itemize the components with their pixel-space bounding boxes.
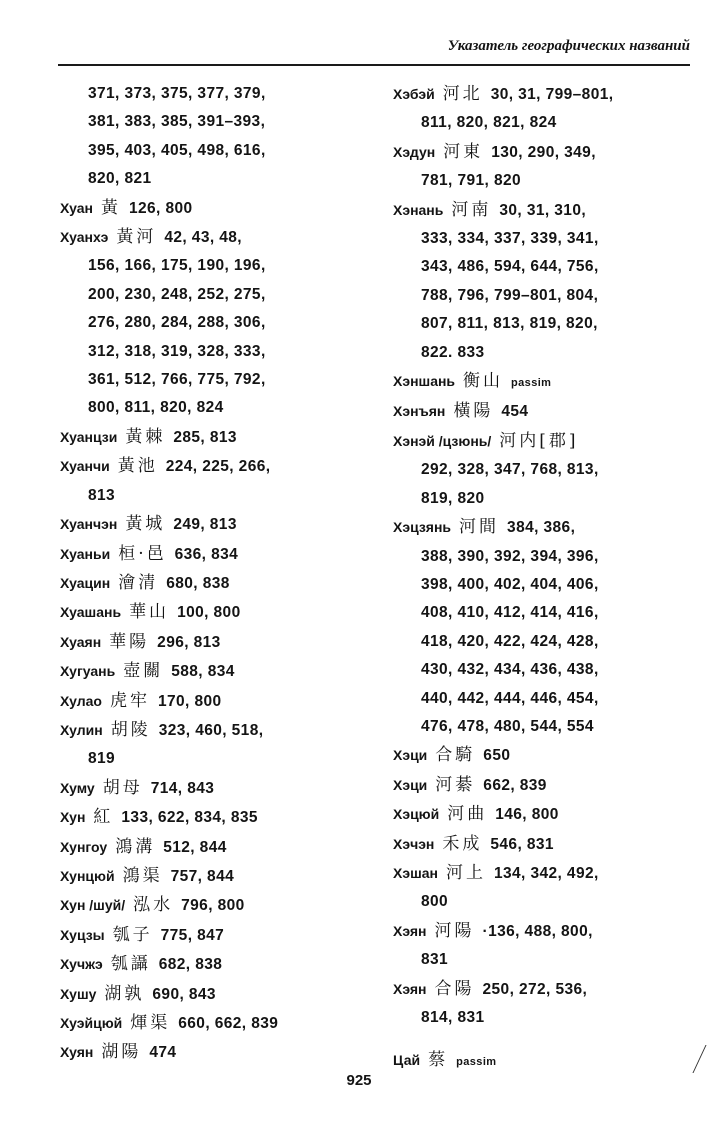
- entry-pages: 408, 410, 412, 414, 416,: [421, 604, 599, 622]
- entry-characters: 河南: [451, 199, 492, 220]
- index-entry: [60, 598, 366, 627]
- index-entry: [393, 138, 703, 196]
- entry-line: [60, 223, 366, 252]
- entry-line: [60, 774, 366, 803]
- entry-line: [60, 165, 366, 193]
- entry-line: [60, 628, 366, 657]
- index-entry: [60, 980, 366, 1009]
- index-column-left: [60, 80, 366, 1068]
- entry-pages: 42, 43, 48,: [164, 229, 242, 247]
- entry-line: [393, 571, 703, 599]
- entry-characters: 胡母: [102, 777, 143, 798]
- entry-term: Хуанчи: [60, 458, 110, 475]
- entry-pages: 323, 460, 518,: [158, 721, 264, 739]
- entry-term: Хуашань: [60, 604, 122, 621]
- entry-term: Хуан: [60, 199, 93, 216]
- entry-line: [393, 397, 703, 426]
- entry-term: Хэнъян: [393, 403, 446, 420]
- entry-line: [60, 482, 366, 510]
- running-header: Указатель географических названий: [447, 38, 690, 54]
- entry-pages: 636, 834: [174, 545, 239, 563]
- entry-characters: 華山: [129, 602, 170, 623]
- entry-characters: 澮清: [118, 572, 159, 593]
- entry-line: [393, 253, 703, 281]
- entry-pages: 819: [88, 750, 116, 768]
- entry-term: Хэци: [393, 776, 428, 793]
- entry-line: [393, 599, 703, 627]
- entry-pages: 800: [421, 893, 449, 911]
- index-entry: [60, 510, 366, 539]
- index-entry: [60, 80, 366, 194]
- entry-line: [60, 366, 366, 394]
- entry-pages: 660, 662, 839: [178, 1015, 279, 1032]
- entry-line: [393, 628, 703, 656]
- entry-pages: 811, 820, 821, 824: [421, 114, 557, 132]
- index-entry: [393, 917, 703, 975]
- entry-characters: 合騎: [435, 745, 476, 766]
- entry-line: [60, 252, 366, 280]
- index-entry: [60, 862, 366, 891]
- entry-pages: 388, 390, 392, 394, 396,: [421, 547, 599, 565]
- entry-term: Хуанчэн: [60, 516, 118, 533]
- entry-passim: passim: [456, 1056, 497, 1069]
- entry-characters: 華陽: [109, 631, 150, 652]
- entry-characters: 壺關: [123, 661, 164, 682]
- entry-line: [393, 196, 703, 225]
- index-entry: [393, 367, 703, 397]
- index-entry: [393, 513, 703, 741]
- entry-characters: 湖陽: [101, 1042, 142, 1063]
- entry-pages: 781, 791, 820: [421, 172, 522, 190]
- entry-pages: 662, 839: [483, 776, 547, 794]
- entry-pages: 133, 622, 834, 835: [121, 809, 258, 827]
- entry-pages: 200, 230, 248, 252, 275,: [88, 285, 266, 303]
- index-entry: [60, 628, 366, 657]
- index-entry: [393, 830, 703, 859]
- entry-pages: 30, 31, 799–801,: [490, 86, 614, 103]
- entry-line: [393, 917, 703, 946]
- index-entry: [60, 833, 366, 862]
- entry-term: Хуаньи: [60, 545, 111, 562]
- index-entry: [60, 1009, 366, 1038]
- index-entry: [60, 194, 366, 223]
- entry-line: [393, 888, 703, 916]
- entry-term: Хуаян: [60, 633, 102, 650]
- entry-line: [393, 427, 703, 456]
- entry-pages: 813: [88, 486, 116, 504]
- entry-line: [393, 282, 703, 310]
- index-entry: [60, 891, 366, 920]
- entry-line: [60, 452, 366, 481]
- entry-pages: 100, 800: [177, 604, 241, 622]
- entry-line: [393, 741, 703, 770]
- entry-line: [393, 310, 703, 338]
- entry-line: [60, 309, 366, 337]
- entry-term: Хунцюй: [60, 867, 115, 884]
- entry-line: [60, 338, 366, 366]
- entry-pages: 249, 813: [173, 516, 237, 534]
- entry-characters: 河上: [445, 862, 486, 883]
- page-number: 925: [346, 1072, 372, 1089]
- entry-pages: 757, 844: [170, 867, 235, 885]
- entry-term: Хуян: [60, 1044, 94, 1061]
- entry-line: [60, 423, 366, 452]
- index-entry: [393, 427, 703, 513]
- entry-line: [393, 367, 703, 397]
- entry-pages: 807, 811, 813, 819, 820,: [421, 315, 598, 333]
- entry-characters: 河内[郡]: [499, 430, 579, 451]
- entry-characters: 紅: [93, 807, 114, 828]
- entry-pages: 819, 820: [421, 489, 485, 507]
- index-entry: [60, 950, 366, 979]
- entry-line: [60, 510, 366, 539]
- entry-term: Хучжэ: [60, 956, 103, 973]
- index-column-right: [393, 80, 703, 1077]
- index-entry: [60, 223, 366, 423]
- entry-pages: 476, 478, 480, 544, 554: [421, 717, 594, 735]
- entry-term: Хэян: [393, 980, 427, 997]
- entry-term: Цай: [393, 1052, 421, 1069]
- entry-term: Хэцзянь: [393, 519, 452, 536]
- entry-term: Хуму: [60, 779, 95, 796]
- entry-pages: 296, 813: [157, 633, 221, 651]
- entry-characters: 河東: [443, 141, 484, 162]
- entry-line: [393, 109, 703, 137]
- entry-pages: 398, 400, 402, 404, 406,: [421, 575, 599, 593]
- entry-line: [393, 713, 703, 741]
- entry-term: Хэншань: [393, 373, 456, 390]
- entry-line: [60, 1009, 366, 1038]
- entry-characters: 禾成: [442, 833, 483, 854]
- index-entry: [60, 716, 366, 774]
- entry-line: [393, 975, 703, 1004]
- entry-line: [393, 771, 703, 800]
- entry-pages: 250, 272, 536,: [482, 980, 588, 998]
- entry-pages: 800, 811, 820, 824: [88, 399, 224, 417]
- entry-term: Хэшан: [393, 864, 438, 881]
- entry-line: [60, 833, 366, 862]
- entry-gap: [393, 1032, 703, 1046]
- index-entry: [393, 397, 703, 426]
- entry-pages: 690, 843: [152, 985, 216, 1003]
- entry-line: [60, 394, 366, 422]
- entry-line: [393, 859, 703, 888]
- entry-term: Хэнэй /цзюнь/: [393, 432, 492, 449]
- entry-line: [60, 540, 366, 569]
- entry-pages: 371, 373, 375, 377, 379,: [88, 85, 266, 102]
- entry-term: Хуанхэ: [60, 229, 109, 246]
- entry-pages: 146, 800: [495, 806, 559, 824]
- index-entry: [393, 80, 703, 138]
- entry-line: [60, 716, 366, 745]
- entry-term: Хулин: [60, 721, 103, 738]
- header-rule: [58, 64, 690, 66]
- entry-characters: 桓·邑: [118, 543, 167, 564]
- entry-pages: 440, 442, 444, 446, 454,: [421, 689, 599, 707]
- entry-pages: 343, 486, 594, 644, 756,: [421, 258, 599, 276]
- entry-line: [60, 80, 366, 108]
- entry-line: [393, 685, 703, 713]
- entry-characters: 河間: [459, 517, 500, 538]
- entry-line: [60, 108, 366, 136]
- entry-characters: 黃: [101, 197, 121, 218]
- index-entry: [60, 803, 366, 832]
- index-entry: [60, 921, 366, 950]
- entry-characters: 泓水: [133, 895, 174, 916]
- entry-term: Хугуань: [60, 663, 116, 680]
- entry-line: [60, 950, 366, 979]
- entry-term: Хунгоу: [60, 838, 108, 855]
- entry-characters: 黃池: [117, 456, 158, 477]
- entry-characters: 鴻渠: [122, 865, 163, 886]
- index-entry: [60, 1038, 366, 1067]
- entry-line: [393, 80, 703, 109]
- entry-line: [60, 980, 366, 1009]
- entry-line: [393, 167, 703, 195]
- index-entry: [60, 423, 366, 452]
- entry-line: [60, 281, 366, 309]
- entry-pages: 30, 31, 310,: [499, 201, 587, 219]
- entry-pages: 292, 328, 347, 768, 813,: [421, 461, 599, 479]
- entry-pages: 831: [421, 951, 449, 969]
- entry-characters: 黃河: [116, 227, 157, 248]
- entry-term: Хэдун: [393, 143, 436, 160]
- index-entry: [60, 774, 366, 803]
- entry-pages: 156, 166, 175, 190, 196,: [88, 257, 266, 275]
- entry-characters: 瓠子: [112, 924, 153, 945]
- entry-pages: 814, 831: [421, 1009, 485, 1026]
- entry-characters: 橫陽: [453, 401, 494, 422]
- entry-pages: 512, 844: [163, 838, 227, 856]
- index-entry: [60, 657, 366, 686]
- entry-term: Хэбэй: [393, 86, 435, 102]
- entry-pages: 384, 386,: [507, 519, 576, 537]
- entry-line: [60, 1038, 366, 1067]
- entry-characters: 蔡: [428, 1050, 449, 1071]
- entry-line: [393, 946, 703, 974]
- index-entry: [60, 540, 366, 569]
- index-entry: [60, 569, 366, 598]
- entry-term: Хэян: [393, 922, 427, 939]
- entry-characters: 湖孰: [104, 983, 145, 1004]
- entry-term: Хэцюй: [393, 806, 440, 823]
- entry-characters: 河曲: [447, 804, 488, 825]
- entry-term: Хуанцзи: [60, 428, 118, 445]
- entry-characters: 鴻溝: [115, 836, 156, 857]
- entry-pages: 650: [483, 747, 511, 765]
- entry-line: [393, 1004, 703, 1032]
- entry-pages: 134, 342, 492,: [493, 864, 599, 882]
- entry-pages: 418, 420, 422, 424, 428,: [421, 632, 599, 650]
- entry-line: [393, 513, 703, 542]
- entry-line: [60, 745, 366, 773]
- entry-line: [60, 598, 366, 627]
- entry-characters: 河綦: [435, 774, 476, 795]
- entry-pages: 130, 290, 349,: [491, 143, 596, 161]
- entry-term: Хэчэн: [393, 835, 435, 852]
- entry-pages: 775, 847: [160, 926, 225, 944]
- entry-term: Хуцзы: [60, 926, 105, 943]
- entry-pages: 285, 813: [173, 428, 237, 446]
- entry-characters: 胡陵: [110, 719, 151, 740]
- entry-pages: 170, 800: [158, 692, 222, 710]
- entry-characters: 合陽: [434, 978, 475, 999]
- entry-line: [60, 891, 366, 920]
- entry-pages: 546, 831: [490, 835, 554, 853]
- index-entry: [393, 975, 703, 1033]
- entry-characters: 煇渠: [130, 1013, 171, 1033]
- entry-pages: 395, 403, 405, 498, 616,: [88, 141, 266, 159]
- entry-pages: 276, 280, 284, 288, 306,: [88, 314, 266, 332]
- index-entry: [393, 741, 703, 770]
- entry-pages: 312, 318, 319, 328, 333,: [88, 342, 266, 360]
- entry-line: [60, 803, 366, 832]
- entry-pages: ·136, 488, 800,: [482, 922, 593, 940]
- entry-pages: 682, 838: [158, 956, 223, 974]
- entry-line: [60, 921, 366, 950]
- entry-term: Хулао: [60, 692, 102, 709]
- entry-line: [60, 687, 366, 716]
- entry-characters: 河陽: [434, 920, 475, 941]
- entry-pages: 474: [149, 1044, 177, 1062]
- entry-characters: 衡山: [463, 371, 504, 392]
- entry-line: [393, 830, 703, 859]
- entry-line: [60, 194, 366, 223]
- entry-pages: 333, 334, 337, 339, 341,: [421, 230, 599, 248]
- entry-characters: 黃城: [125, 514, 166, 535]
- entry-line: [393, 138, 703, 167]
- entry-line: [393, 485, 703, 513]
- entry-line: [393, 656, 703, 684]
- entry-pages: 430, 432, 434, 436, 438,: [421, 661, 599, 679]
- entry-pages: 820, 821: [88, 170, 152, 188]
- entry-term: Хэнань: [393, 201, 444, 218]
- entry-term: Хушу: [60, 985, 97, 1002]
- entry-line: [60, 657, 366, 686]
- entry-pages: 454: [501, 403, 529, 421]
- entry-term: Хэци: [393, 747, 428, 764]
- entry-pages: 588, 834: [171, 663, 235, 681]
- entry-term: Хуэйцюй: [60, 1015, 123, 1031]
- entry-line: [393, 800, 703, 829]
- entry-pages: 680, 838: [166, 574, 230, 592]
- entry-pages: 822. 833: [421, 343, 485, 361]
- entry-characters: 瓠讘: [110, 954, 151, 975]
- index-entry: [60, 687, 366, 716]
- entry-characters: 河北: [442, 84, 483, 104]
- entry-pages: 126, 800: [129, 199, 193, 217]
- entry-line: [60, 137, 366, 165]
- entry-line: [60, 569, 366, 598]
- entry-pages: 361, 512, 766, 775, 792,: [88, 371, 266, 389]
- index-entry: [393, 771, 703, 800]
- entry-pages: 788, 796, 799–801, 804,: [421, 286, 599, 304]
- entry-term: Хун: [60, 809, 86, 826]
- entry-line: [393, 225, 703, 253]
- index-entry: [393, 196, 703, 367]
- entry-pages: 224, 225, 266,: [165, 458, 271, 476]
- entry-line: [393, 456, 703, 484]
- entry-line: [393, 339, 703, 367]
- index-entry: [393, 859, 703, 917]
- entry-pages: 796, 800: [181, 897, 245, 915]
- entry-line: [60, 862, 366, 891]
- entry-characters: 虎牢: [110, 690, 150, 711]
- index-entry: [60, 452, 366, 510]
- index-entry: [393, 800, 703, 829]
- entry-term: Хун /шуй/: [60, 897, 126, 914]
- entry-pages: 714, 843: [150, 779, 215, 797]
- entry-pages: 381, 383, 385, 391–393,: [88, 113, 266, 131]
- entry-term: Хуацин: [60, 574, 111, 591]
- entry-characters: 黃棘: [125, 426, 166, 447]
- entry-line: [393, 543, 703, 571]
- entry-passim: passim: [511, 377, 552, 390]
